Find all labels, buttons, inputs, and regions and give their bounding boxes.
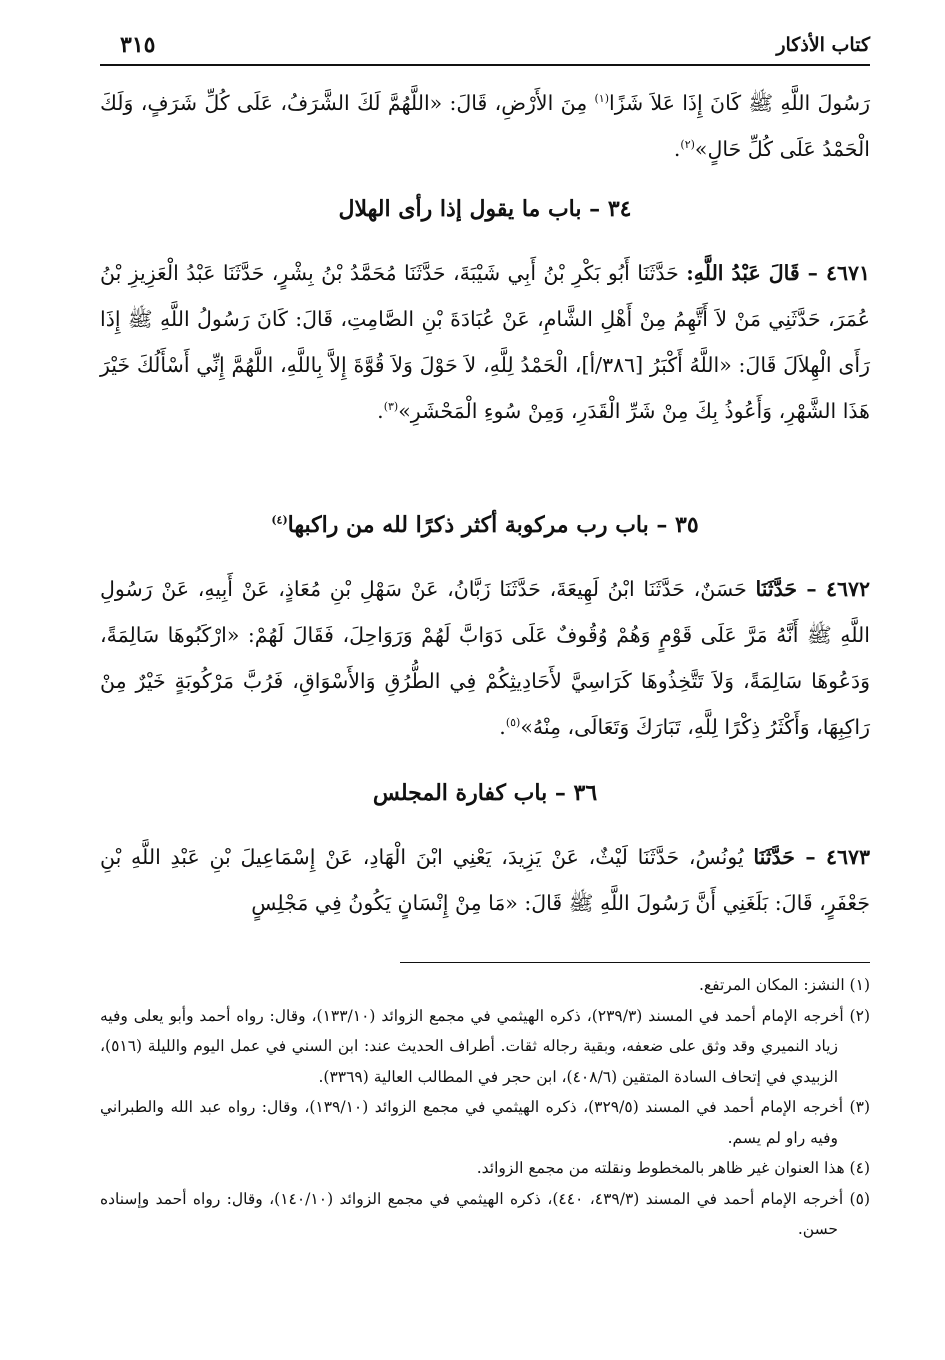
intro-text-c: . bbox=[673, 137, 681, 161]
book-page bbox=[100, 30, 870, 1340]
footnote-2: (٢) أخرجه الإمام أحمد في المسند (٢٣٩/٣)، ذكره الهيثمي في مجمع الزوائد (١٣٣/١٠)، وقال: رواه أحمد وأبو يعلى وفيه زياد النميري وقد وثق على ضعفه، وبقية رجاله ثقات. أطراف الحديث عند: ابن السني في عمل اليوم والليلة (٥١٦)، الزبيدي في إتحاف السادة المتقين (٤٠٨/٦)، ابن حجر في المطالب العالية (٣٣٦٩). bbox=[100, 1006, 870, 1086]
hadith-4671 bbox=[100, 250, 870, 434]
hadith-text: يُونُسُ، حَدَّثَنَا لَيْثٌ، عَنْ يَزِيدَ، يَعْنِي ابْنَ الْهَادِ، عَنْ إِسْمَاعِيلَ بْنِ عَبْدِ اللَّهِ بْنِ جَعْفَرٍ، قَالَ: بَلَغَنِي أَنَّ رَسُولَ اللَّهِ ﷺ قَالَ: «مَا مِنْ إِنْسَانٍ يَكُونُ فِي مَجْلِسٍ bbox=[100, 845, 870, 915]
hadith-number: ٤٦٧١ – bbox=[807, 261, 870, 285]
hadith-text: حَسَنٌ، حَدَّثَنَا ابْنُ لَهِيعَةَ، حَدَّثَنَا زَبَّانُ، عَنْ سَهْلِ بْنِ مُعَاذٍ، عَنْ أَبِيهِ، عَنْ رَسُولِ اللَّهِ ﷺ أَنَّهُ مَرَّ عَلَى قَوْمٍ وَهُمْ وُقُوفٌ عَلَى دَوَابَّ لَهُمْ وَرَوَاحِلَ، فَقَالَ لَهُمْ: «ارْكَبُوهَا سَالِمَةً، وَدَعُوهَا سَالِمَةً، وَلاَ تَتَّخِذُوهَا كَرَاسِيَّ لأَحَادِيثِكُمْ فِي الطُّرُقِ وَالأَسْوَاقِ، فَرُبَّ مَرْكُوبَةٍ خَيْرٌ مِنْ رَاكِبِهَا، وَأَكْثَرُ ذِكْرًا لِلَّهِ، تَبَارَكَ وَتَعَالَى، مِنْهُ» bbox=[100, 577, 870, 739]
intro-text-a: رَسُولَ اللَّهِ ﷺ كَانَ إِذَا عَلاَ شَزًا bbox=[609, 91, 871, 115]
footnote-ref-1[interactable]: (١) bbox=[594, 92, 609, 106]
footnote-ref-5[interactable]: (٥) bbox=[505, 716, 521, 730]
hadith-number: ٤٦٧٣ – bbox=[805, 845, 870, 869]
hadith-narrator: حَدَّثَنَا bbox=[755, 577, 807, 601]
footnote-4: (٤) هذا العنوان غير ظاهر بالمخطوط ونقلته من مجمع الزوائد. bbox=[476, 1159, 870, 1177]
hadith-4672 bbox=[100, 566, 870, 750]
footnote-ref-3[interactable]: (٣) bbox=[383, 400, 399, 414]
footnote-1: (١) النشز: المكان المرتفع. bbox=[698, 976, 870, 994]
footnote-3: (٣) أخرجه الإمام أحمد في المسند (٣٢٩/٥)، ذكره الهيثمي في مجمع الزوائد (١٣٩/١٠)، وقال: رواه عبد الله والطبراني وفيه راو لم يسم. bbox=[100, 1098, 870, 1147]
footnote-ref-2[interactable]: (٢) bbox=[680, 138, 695, 152]
intro-paragraph bbox=[100, 80, 870, 172]
section-36-heading: ٣٦ – باب كفارة المجلس bbox=[372, 780, 598, 806]
book-title: كتاب الأذكار bbox=[776, 34, 870, 56]
hadith-4673 bbox=[100, 834, 870, 926]
footnote-separator bbox=[400, 962, 870, 963]
section-34-heading: ٣٤ – باب ما يقول إذا رأى الهلال bbox=[338, 196, 632, 222]
running-header bbox=[100, 30, 870, 66]
hadith-end: . bbox=[377, 399, 384, 423]
page-number: ٣١٥ bbox=[120, 32, 156, 58]
footnote-ref-4[interactable]: (٤) bbox=[271, 513, 288, 527]
hadith-text: حَدَّثَنَا أَبُو بَكْرِ بْنُ أَبِي شَيْبَةَ، حَدَّثَنَا مُحَمَّدُ بْنُ بِشْرٍ، حَدَّثَنَا عَبْدُ الْعَزِيزِ بْنُ عُمَرَ، حَدَّثَنِي مَنْ لاَ أَتَّهِمُ مِنْ أَهْلِ الشَّامِ، عَنْ عُبَادَةَ بْنِ الصَّامِتِ، قَالَ: كَانَ رَسُولُ اللَّهِ ﷺ إِذَا رَأَى الْهِلاَلَ قَالَ: «اللَّهُ أَكْبَرُ [٣٨٦/أ]، الْحَمْدُ لِلَّهِ، لاَ حَوْلَ وَلاَ قُوَّةَ إِلاَّ بِاللَّهِ، اللَّهُمَّ إِنِّي أَسْأَلُكَ خَيْرَ هَذَا الشَّهْرِ، وَأَعُوذُ بِكَ مِنْ شَرِّ الْقَدَرِ، وَمِنْ سُوءِ الْمَحْشَرِ» bbox=[100, 261, 870, 423]
footnotes bbox=[100, 970, 870, 1245]
section-35-title: ٣٥ – باب رب مركوبة أكثر ذكرًا لله من راكبها bbox=[287, 512, 699, 538]
intro-text-b: مِنَ الأَرْضِ، قَالَ: «اللَّهُمَّ لَكَ الشَّرَفُ، عَلَى كُلِّ شَرَفٍ، وَلَكَ الْحَمْدُ عَلَى كُلِّ حَالٍ» bbox=[100, 91, 870, 161]
hadith-narrator: حَدَّثَنَا bbox=[753, 845, 806, 869]
footnote-5: (٥) أخرجه الإمام أحمد في المسند (٤٣٩/٣، ٤٤٠)، ذكره الهيثمي في مجمع الزوائد (١٤٠/١٠)، وقال: رواه أحمد وإسناده حسن. bbox=[100, 1189, 870, 1238]
hadith-end: . bbox=[499, 715, 506, 739]
hadith-number: ٤٦٧٢ – bbox=[806, 577, 870, 601]
hadith-narrator: قَالَ عَبْدُ اللَّهِ: bbox=[686, 261, 808, 285]
section-35-heading bbox=[100, 512, 870, 538]
